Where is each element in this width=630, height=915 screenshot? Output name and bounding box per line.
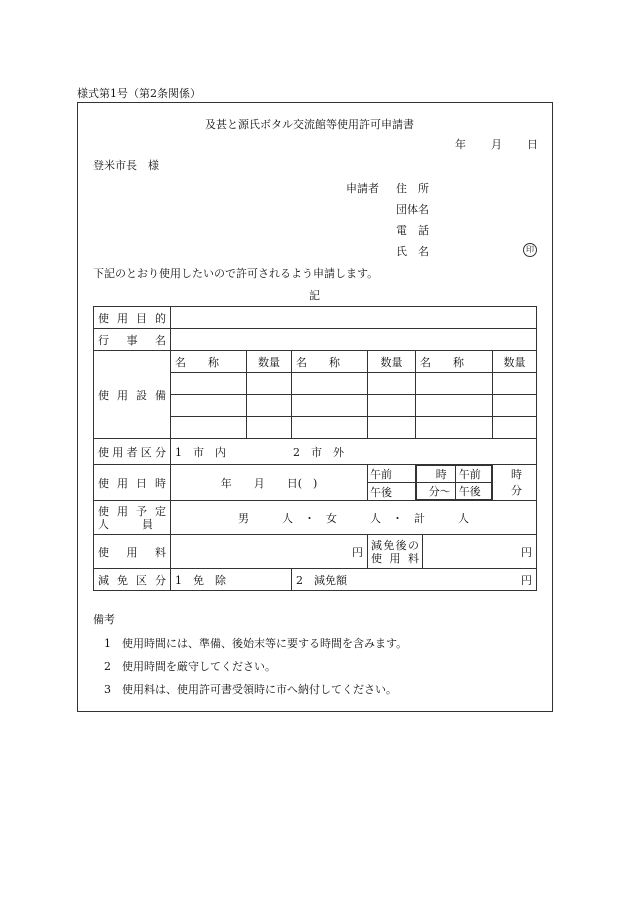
reduction-yen: 円: [521, 573, 533, 587]
eq-qty-header-2: 数量: [368, 351, 416, 373]
applicant-name-label: 氏 名: [396, 245, 429, 258]
eq-cell[interactable]: [416, 395, 493, 417]
date-month: 月: [491, 138, 502, 151]
time-start-grid: [416, 465, 492, 500]
event-label: 行事名: [94, 329, 171, 351]
eq-name-header-2: 名 称: [292, 351, 368, 373]
people-label-line1: 使用予定: [98, 504, 166, 518]
row-reduction: [94, 569, 537, 591]
eq-cell[interactable]: [368, 417, 416, 439]
datetime-time-end[interactable]: [493, 465, 537, 501]
form-title: 及甚と源氏ボタル交流館等使用許可申請書: [205, 118, 414, 131]
user-class-option-2[interactable]: 2 市 外: [293, 445, 344, 459]
eq-name-header-1: 名 称: [171, 351, 247, 373]
eq-cell[interactable]: [247, 417, 292, 439]
eq-cell[interactable]: [171, 395, 247, 417]
eq-cell[interactable]: [171, 417, 247, 439]
pm-start[interactable]: 午後: [368, 483, 416, 501]
reduction-option-2[interactable]: [292, 569, 537, 591]
date-day: 日: [527, 138, 538, 151]
eq-cell[interactable]: [493, 395, 537, 417]
eq-cell[interactable]: [247, 373, 292, 395]
seal-icon: 印: [523, 243, 537, 257]
applicant-address-label: 住 所: [396, 182, 429, 195]
row-datetime-1: [94, 465, 537, 483]
eq-cell[interactable]: [247, 395, 292, 417]
applicant-group-label: 団体名: [396, 203, 429, 216]
ki-heading: 記: [309, 289, 320, 302]
reduction-class-label: 減免区分: [94, 569, 171, 591]
remark-item-1: 1 使用時間には、準備、後始末等に要する時間を含みます。: [104, 637, 408, 650]
purpose-label: 使用目的: [94, 307, 171, 329]
people-label-line2: 人 員: [98, 517, 153, 531]
reduced-fee-label-line2: 使用料: [371, 551, 419, 565]
eq-cell[interactable]: [493, 373, 537, 395]
datetime-date[interactable]: 年 月 日( ): [171, 465, 368, 501]
fee-label: 使用料: [94, 535, 171, 569]
intro-text: 下記のとおり使用したいので許可されるよう申請します。: [93, 267, 379, 280]
eq-cell[interactable]: [292, 395, 368, 417]
user-class-label: 使用者区分: [94, 439, 171, 465]
fee-yen[interactable]: 円: [171, 535, 368, 569]
eq-cell[interactable]: [416, 373, 493, 395]
am-end[interactable]: 午前: [455, 466, 491, 483]
user-class-options[interactable]: [171, 439, 537, 465]
seal-mark: [523, 242, 537, 257]
reduced-fee-label: [368, 535, 423, 569]
minute-end: 分: [511, 483, 523, 497]
user-class-option-1[interactable]: 1 市 内: [175, 445, 226, 459]
reduced-fee-label-line1: 減免後の: [371, 538, 419, 552]
applicant-label: 申請者: [346, 182, 379, 195]
eq-cell[interactable]: [171, 373, 247, 395]
people-field[interactable]: 男 人 ・ 女 人 ・ 計 人: [171, 501, 537, 535]
event-field[interactable]: [171, 329, 537, 351]
application-table: [93, 306, 537, 591]
row-people: [94, 501, 537, 535]
minute-start: 分～: [417, 483, 456, 500]
eq-cell[interactable]: [292, 417, 368, 439]
date-year: 年: [455, 138, 466, 151]
remark-item-2: 2 使用時間を厳守してください。: [104, 660, 276, 673]
eq-cell[interactable]: [368, 373, 416, 395]
equipment-label: 使用設備: [94, 351, 171, 439]
row-fee: [94, 535, 537, 569]
hour-start: 時: [417, 466, 456, 483]
eq-cell[interactable]: [368, 395, 416, 417]
eq-cell[interactable]: [292, 373, 368, 395]
purpose-field[interactable]: [171, 307, 537, 329]
row-purpose: [94, 307, 537, 329]
datetime-label: 使用日時: [94, 465, 171, 501]
row-equipment-header: [94, 351, 537, 373]
applicant-phone-label: 電 話: [396, 224, 429, 237]
eq-qty-header-1: 数量: [247, 351, 292, 373]
remark-item-3: 3 使用料は、使用許可書受領時に市へ納付してください。: [104, 683, 397, 696]
eq-name-header-3: 名 称: [416, 351, 493, 373]
eq-cell[interactable]: [493, 417, 537, 439]
datetime-time-start[interactable]: [416, 465, 493, 501]
reduction-option-1[interactable]: 1 免 除: [171, 569, 292, 591]
form-number: 様式第1号（第2条関係）: [77, 87, 201, 100]
pm-end[interactable]: 午後: [455, 483, 491, 500]
eq-qty-header-3: 数量: [493, 351, 537, 373]
reduced-fee-yen[interactable]: 円: [423, 535, 537, 569]
row-user-class: [94, 439, 537, 465]
row-event: [94, 329, 537, 351]
remarks-heading: 備考: [93, 613, 115, 626]
addressee: 登米市長 様: [93, 159, 159, 172]
people-label: [94, 501, 171, 535]
hour-end: 時: [511, 467, 523, 481]
eq-cell[interactable]: [416, 417, 493, 439]
am-start[interactable]: 午前: [368, 465, 416, 483]
reduction-option-2-label: 2 減免額: [296, 573, 347, 587]
